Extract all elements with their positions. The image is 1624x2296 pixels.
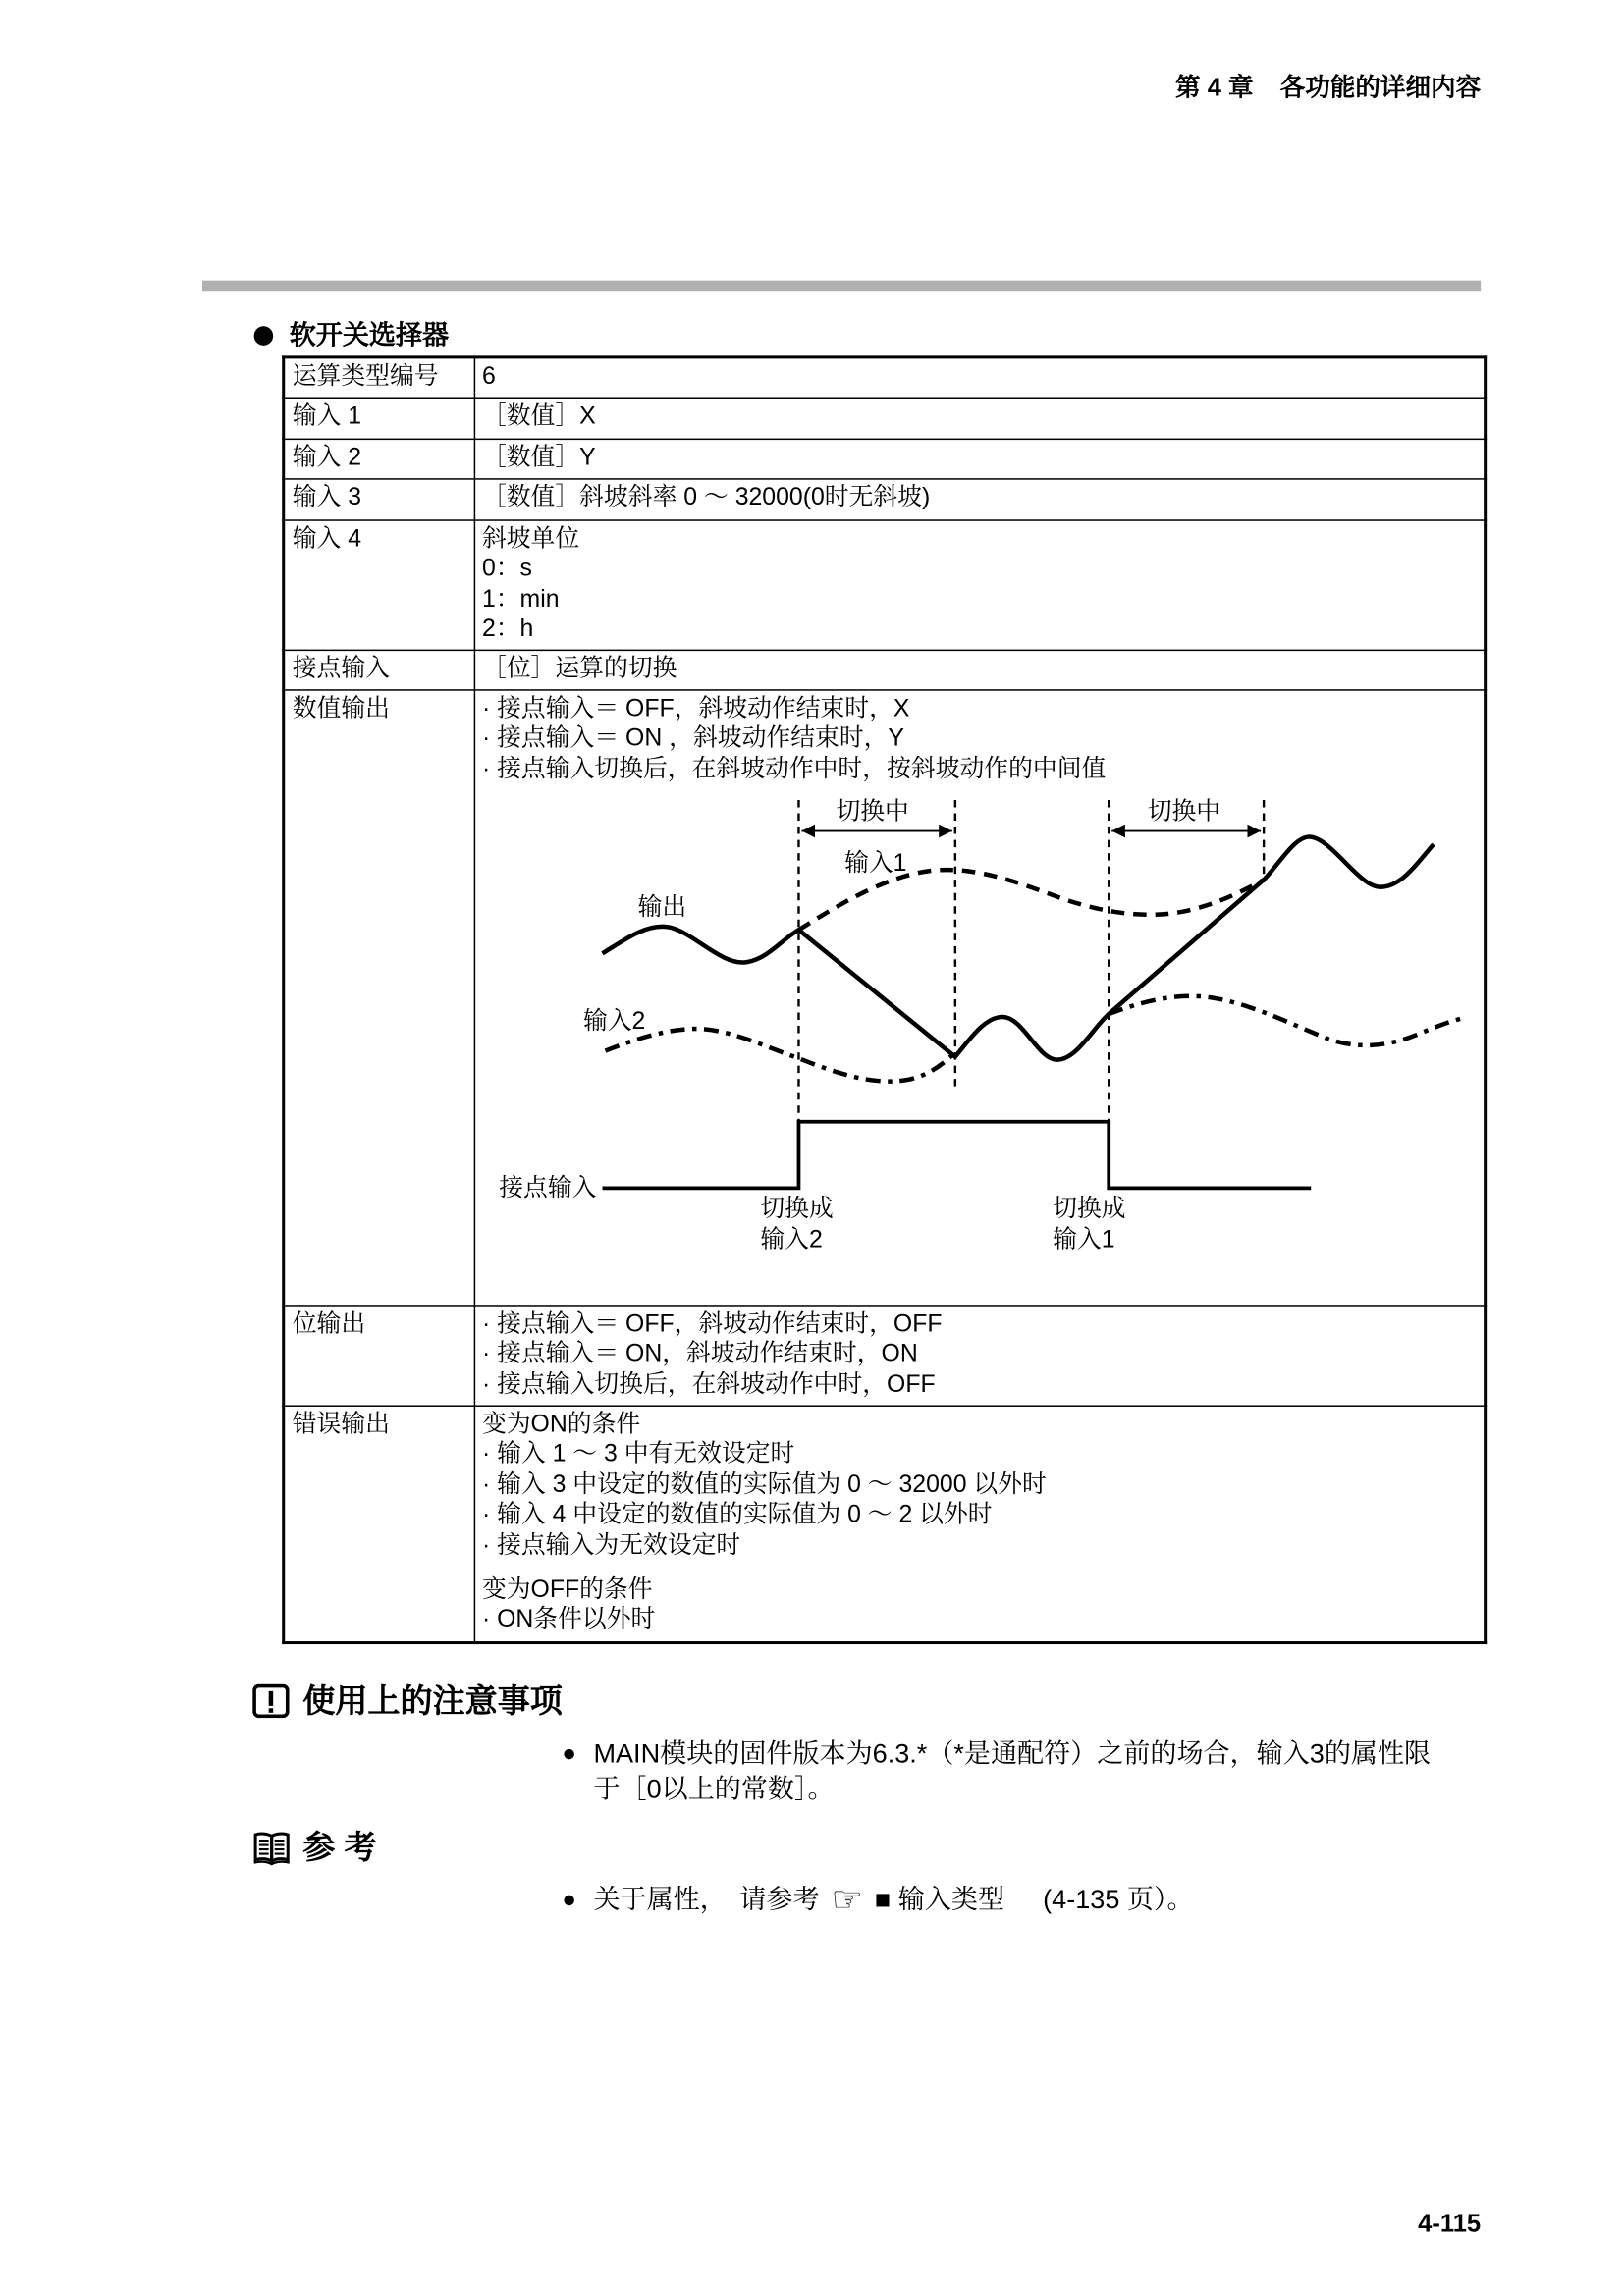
value-line: · 接点输入切换后，在斜坡动作中时，按斜坡动作的中间值 bbox=[481, 755, 1107, 782]
reference-line bbox=[593, 1882, 1193, 1917]
value-line: 1：min bbox=[481, 585, 560, 613]
switch-to-input1-label: 输入1 bbox=[1053, 1226, 1115, 1254]
table-row bbox=[284, 439, 1486, 479]
notice-text-line: MAIN模块的固件版本为6.3.*（*是通配符）之前的场合，输入3的属性限 bbox=[593, 1738, 1432, 1769]
condition-item: · 接点输入为无效设定时 bbox=[481, 1531, 741, 1559]
table-row bbox=[284, 397, 1486, 438]
row-value bbox=[474, 519, 1486, 649]
row-label: 错误输出 bbox=[284, 1405, 474, 1642]
condition-item: · ON条件以外时 bbox=[481, 1605, 656, 1633]
condition-item: · 输入 3 中设定的数值的实际值为 0 ～ 32000 以外时 bbox=[481, 1470, 1047, 1498]
switching-label: 切换中 bbox=[836, 798, 909, 826]
condition-group-on bbox=[482, 1409, 1477, 1560]
condition-item: · 输入 1 ～ 3 中有无效设定时 bbox=[481, 1440, 795, 1468]
reference-text: 关于属性， 请参考 bbox=[593, 1885, 820, 1915]
row-value: ［位］运算的切换 bbox=[474, 650, 1486, 690]
input2-label: 输入2 bbox=[582, 1008, 646, 1036]
row-label: 接点输入 bbox=[284, 650, 474, 690]
row-label: 位输出 bbox=[284, 1305, 474, 1405]
row-value: 6 bbox=[474, 357, 1486, 398]
open-book-icon bbox=[252, 1831, 291, 1866]
reference-title: 参 考 bbox=[302, 1829, 377, 1866]
table-row bbox=[284, 519, 1486, 649]
condition-item: · 输入 4 中设定的数值的实际值为 0 ～ 2 以外时 bbox=[481, 1501, 993, 1528]
table-row bbox=[284, 1405, 1486, 1642]
table-row bbox=[284, 689, 1486, 1305]
bullet-icon bbox=[564, 1748, 574, 1759]
condition-heading: 变为OFF的条件 bbox=[481, 1575, 653, 1603]
row-value: ［数值］X bbox=[474, 397, 1486, 438]
running-header bbox=[1175, 74, 1481, 103]
pointing-hand-icon bbox=[832, 1882, 863, 1917]
row-value bbox=[474, 1405, 1486, 1642]
value-line: 2：h bbox=[481, 615, 534, 643]
reference-page: (4-135 页）。 bbox=[1043, 1885, 1194, 1915]
chapter-number: 第 4 章 bbox=[1175, 74, 1254, 102]
value-line: 斜坡单位 bbox=[481, 524, 580, 552]
switching-label: 切换中 bbox=[1147, 798, 1221, 826]
row-value: ［数值］斜坡斜率 0 ～ 32000(0时无斜坡) bbox=[474, 478, 1486, 519]
page-number: 4-115 bbox=[1418, 2209, 1482, 2238]
value-line: · 接点输入＝ OFF，斜坡动作结束时，OFF bbox=[481, 1309, 943, 1337]
section-bullet-icon bbox=[253, 326, 273, 346]
table-row bbox=[284, 650, 1486, 690]
table-row bbox=[284, 1305, 1486, 1405]
notice-title: 使用上的注意事项 bbox=[302, 1682, 563, 1720]
condition-heading: 变为ON的条件 bbox=[481, 1410, 641, 1437]
condition-group-off bbox=[482, 1575, 1477, 1635]
row-value: ［数值］Y bbox=[474, 439, 1486, 479]
row-label: 运算类型编号 bbox=[284, 357, 474, 398]
contact-input-label: 接点输入 bbox=[499, 1174, 597, 1201]
input1-label: 输入1 bbox=[844, 850, 907, 878]
chapter-title: 各功能的详细内容 bbox=[1279, 74, 1482, 102]
row-label: 输入 4 bbox=[284, 519, 474, 649]
row-label: 输入 1 bbox=[284, 397, 474, 438]
row-label: 数值输出 bbox=[284, 689, 474, 1305]
notice-text-line: 于［0以上的常数］。 bbox=[593, 1774, 835, 1804]
reference-link[interactable]: ■ 输入类型 bbox=[874, 1885, 1005, 1915]
value-line: · 接点输入＝ OFF，斜坡动作结束时，X bbox=[481, 694, 910, 721]
output-label: 输出 bbox=[637, 894, 687, 922]
row-label: 输入 2 bbox=[284, 439, 474, 479]
switch-to-input2-label: 切换成 bbox=[760, 1195, 834, 1222]
switch-to-input1-label: 切换成 bbox=[1053, 1195, 1126, 1222]
row-value bbox=[474, 1305, 1486, 1405]
switch-to-input2-label: 输入2 bbox=[760, 1226, 823, 1254]
value-line: · 接点输入切换后，在斜坡动作中时，OFF bbox=[481, 1370, 936, 1398]
bullet-icon bbox=[564, 1895, 574, 1905]
value-line: 0：s bbox=[481, 555, 532, 582]
table-row bbox=[284, 357, 1486, 398]
value-line: · 接点输入＝ ON，斜坡动作结束时，ON bbox=[481, 1340, 918, 1367]
header-rule bbox=[202, 281, 1481, 292]
spec-table bbox=[282, 355, 1487, 1644]
table-row bbox=[284, 478, 1486, 519]
row-value bbox=[474, 689, 1486, 1305]
row-label: 输入 3 bbox=[284, 478, 474, 519]
exclamation-box-icon bbox=[252, 1684, 290, 1719]
section-title: 软开关选择器 bbox=[289, 320, 450, 350]
value-line: · 接点输入＝ ON ，斜坡动作结束时，Y bbox=[481, 724, 905, 752]
